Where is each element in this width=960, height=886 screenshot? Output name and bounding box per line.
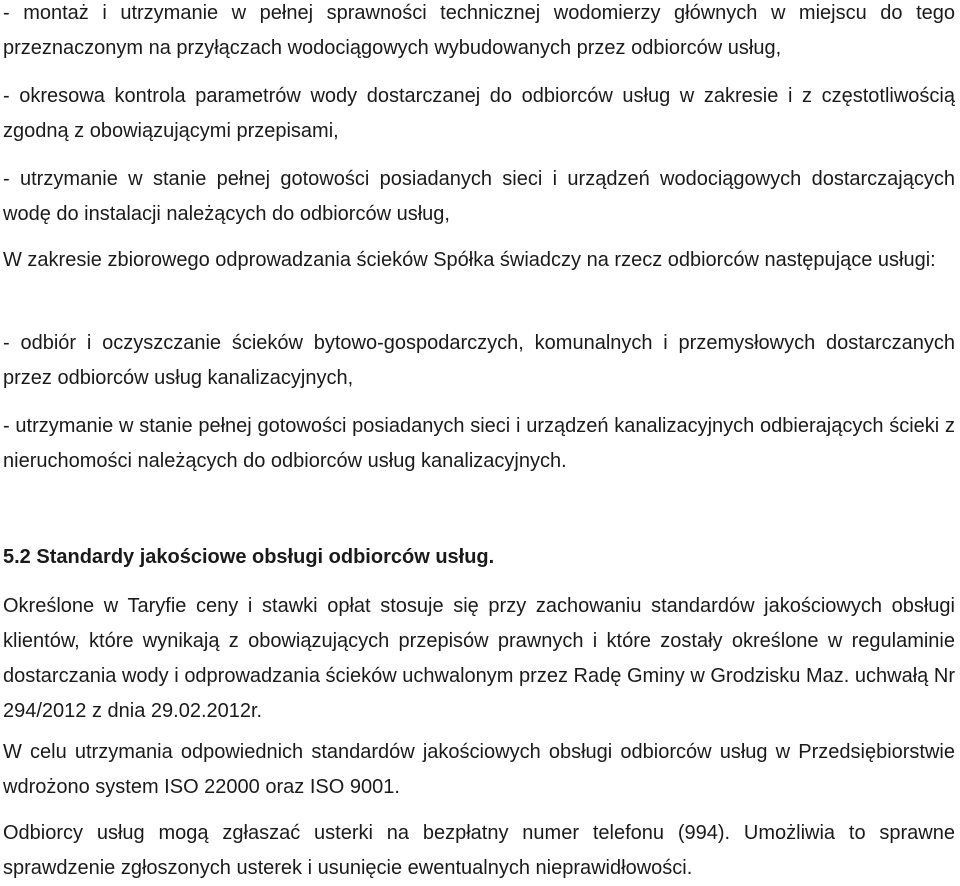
paragraph-sewage-treatment: - odbiór i oczyszczanie ścieków bytowo-gospodarczych, komunalnych i przemysłowych dostarczanych przez odbiorców usług kanalizacyjnych,	[3, 332, 955, 389]
paragraph-sewage-intro: W zakresie zbiorowego odprowadzania ścieków Spółka świadczy na rzecz odbiorców następujące usługi:	[3, 249, 936, 271]
paragraph-sewage-network: - utrzymanie w stanie pełnej gotowości posiadanych sieci i urządzeń kanalizacyjnych odbierających ścieki z nieruchomości należących do odbiorców usług kanalizacyjnych.	[3, 415, 955, 472]
paragraph-fault-reporting: Odbiorcy usług mogą zgłaszać usterki na bezpłatny numer telefonu (994). Umożliwia to sprawne sprawdzenie zgłoszonych usterek i usunięcie ewentualnych nieprawidłowości.	[3, 822, 955, 879]
paragraph-tariff-standards: Określone w Taryfie ceny i stawki opłat stosuje się przy zachowaniu standardów jakościowych obsługi klientów, które wynikają z obowiązujących przepisów prawnych i które zostały określone w regulaminie dostarczania wody i odprowadzania ścieków uchwalonym przez Radę Gminy w Grodzisku Maz. uchwałą Nr 294/2012 z dnia 29.02.2012r.	[3, 595, 955, 722]
paragraph-water-quality: - okresowa kontrola parametrów wody dostarczanej do odbiorców usług w zakresie i z częstotliwością zgodną z obowiązującymi przepisami,	[3, 85, 955, 142]
paragraph-water-meters: - montaż i utrzymanie w pełnej sprawności technicznej wodomierzy głównych w miejscu do tego przeznaczonym na przyłączach wodociągowych wybudowanych przez odbiorców usług,	[3, 2, 955, 59]
paragraph-water-network: - utrzymanie w stanie pełnej gotowości posiadanych sieci i urządzeń wodociągowych dostarczających wodę do instalacji należących do odbiorców usług,	[3, 168, 955, 225]
paragraph-iso-systems: W celu utrzymania odpowiednich standardów jakościowych obsługi odbiorców usług w Przedsiębiorstwie wdrożono system ISO 22000 oraz ISO 9001.	[3, 741, 955, 798]
section-heading: 5.2 Standardy jakościowe obsługi odbiorców usług.	[3, 546, 495, 568]
